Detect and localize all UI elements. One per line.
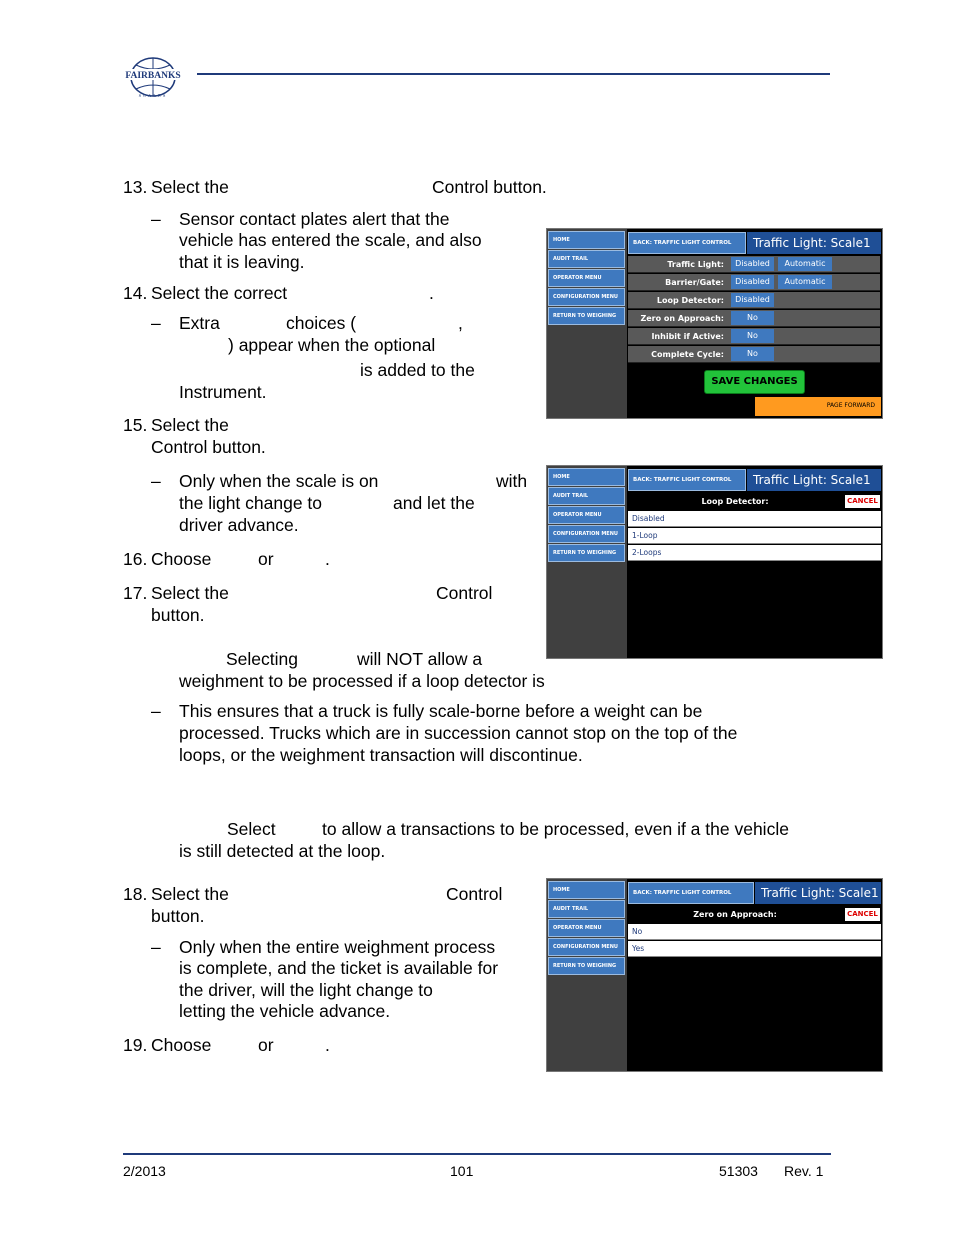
back-traffic-light-button[interactable]: BACK: TRAFFIC LIGHT CONTROL	[628, 882, 754, 904]
step-15-bullet-l2a: the light change to	[179, 493, 323, 513]
nav-configuration-menu-button[interactable]: CONFIGURATION MENU	[548, 288, 625, 306]
step-14-bullet-line3: is added to the	[360, 360, 475, 380]
step-15-bullet-l2b: and let the	[393, 493, 475, 513]
dialog-title: Zero on Approach:	[628, 906, 842, 923]
step-17-note-line2: weighment to be processed if a loop detector is	[179, 671, 545, 691]
step-14-dash: –	[151, 313, 161, 333]
step-13-text-b: Control button.	[432, 177, 547, 197]
loop-detector-value-button[interactable]: Disabled	[731, 293, 774, 307]
step-13-bullet-line3: that it is leaving.	[179, 252, 305, 272]
option-2-loops[interactable]: 2-Loops	[628, 545, 881, 561]
step-18-bullet-line2: is complete, and the ticket is available for	[179, 958, 499, 978]
step-19-number: 19.	[123, 1035, 148, 1055]
nav-audit-trail-button[interactable]: AUDIT TRAIL	[548, 487, 625, 505]
nav-return-to-weighing-button[interactable]: RETURN TO WEIGHING	[548, 307, 625, 325]
step-18-number: 18.	[123, 884, 148, 904]
step-17-bullet-line1: This ensures that a truck is fully scale-borne before a weight can be	[179, 701, 703, 721]
step-19-text-a: Choose	[151, 1035, 212, 1055]
zero-on-approach-value-button[interactable]: No	[731, 311, 774, 325]
nav-audit-trail-button[interactable]: AUDIT TRAIL	[548, 250, 625, 268]
nav-sidebar	[547, 229, 627, 418]
step-18-text-c: button.	[151, 906, 205, 926]
option-1-loop[interactable]: 1-Loop	[628, 528, 881, 544]
nav-home-button[interactable]: HOME	[548, 468, 625, 486]
logo-globe-icon	[124, 55, 182, 99]
step-18-text-a: Select the	[151, 884, 229, 904]
nav-home-button[interactable]: HOME	[548, 231, 625, 249]
setting-label: Zero on Approach:	[640, 314, 724, 323]
setting-label: Traffic Light:	[667, 260, 724, 269]
step-14-bullet-line4: Instrument.	[179, 382, 267, 402]
step-16-text-a: Choose	[151, 549, 212, 569]
complete-cycle-value-button[interactable]: No	[731, 347, 774, 361]
step-15-dash: –	[151, 471, 161, 491]
nav-operator-menu-button[interactable]: OPERATOR MENU	[548, 506, 625, 524]
nav-configuration-menu-button[interactable]: CONFIGURATION MENU	[548, 525, 625, 543]
header-rule	[197, 73, 830, 75]
back-traffic-light-button[interactable]: BACK: TRAFFIC LIGHT CONTROL	[628, 469, 746, 491]
step-19-text-c: .	[325, 1035, 330, 1055]
step-13-text-a: Select the	[151, 177, 229, 197]
step-17-bullet-line2: processed. Trucks which are in succession cannot stop on the top of the	[179, 723, 738, 743]
dialog-title: Loop Detector:	[628, 493, 842, 510]
save-changes-button[interactable]: SAVE CHANGES	[704, 370, 805, 394]
nav-sidebar	[547, 466, 627, 658]
step-17-number: 17.	[123, 583, 148, 603]
step-14-bullet-l1b: choices (	[286, 313, 357, 333]
traffic-light-mode-button[interactable]: Automatic	[778, 257, 832, 271]
screenshot-traffic-light-settings	[546, 228, 883, 419]
screen-title: Traffic Light: Scale1	[747, 469, 881, 491]
footer-rule	[123, 1153, 831, 1155]
step-18-bullet-line4: letting the vehicle advance.	[179, 1001, 391, 1021]
setting-row-barrier-gate	[628, 274, 880, 291]
step-13-number: 13.	[123, 177, 148, 197]
step-13-bullet-line1: Sensor contact plates alert that the	[179, 209, 450, 229]
setting-row-traffic-light	[628, 256, 880, 273]
nav-audit-trail-button[interactable]: AUDIT TRAIL	[548, 900, 625, 918]
step-13-bullet-line2: vehicle has entered the scale, and also	[179, 230, 482, 250]
step-15-number: 15.	[123, 415, 148, 435]
inhibit-if-active-value-button[interactable]: No	[731, 329, 774, 343]
page-forward-button[interactable]: PAGE FORWARD	[755, 397, 881, 416]
step-15-text-a: Select the	[151, 415, 229, 435]
step-18-bullet-line1: Only when the entire weighment process	[179, 937, 496, 957]
footer-doc-number: 51303	[719, 1163, 758, 1179]
step-17-dash: –	[151, 701, 161, 721]
step-17-text-a: Select the	[151, 583, 229, 603]
nav-return-to-weighing-button[interactable]: RETURN TO WEIGHING	[548, 957, 625, 975]
logo-main-text: FAIRBANKS	[125, 71, 181, 81]
traffic-light-value-button[interactable]: Disabled	[731, 257, 774, 271]
step-17-note2-l1a: Select	[227, 819, 276, 839]
step-18-text-b: Control	[446, 884, 503, 904]
step-16-text-b: or	[258, 549, 274, 569]
footer-date: 2/2013	[123, 1163, 166, 1179]
nav-operator-menu-button[interactable]: OPERATOR MENU	[548, 269, 625, 287]
setting-label: Barrier/Gate:	[665, 278, 724, 287]
barrier-gate-value-button[interactable]: Disabled	[731, 275, 774, 289]
nav-operator-menu-button[interactable]: OPERATOR MENU	[548, 919, 625, 937]
option-no[interactable]: No	[628, 924, 881, 940]
step-17-note-l1a: Selecting	[226, 649, 298, 669]
setting-row-zero-on-approach	[628, 310, 880, 327]
screen-title: Traffic Light: Scale1	[747, 232, 881, 254]
setting-label: Inhibit if Active:	[651, 332, 724, 341]
logo-sub-text: SCALES	[138, 93, 168, 98]
setting-label: Loop Detector:	[656, 296, 724, 305]
step-15-bullet-l1a: Only when the scale is on	[179, 471, 379, 491]
screen-title: Traffic Light: Scale1	[755, 882, 881, 904]
footer-page-number: 101	[450, 1163, 474, 1179]
cancel-button[interactable]: CANCEL	[845, 495, 880, 508]
nav-home-button[interactable]: HOME	[548, 881, 625, 899]
step-14-bullet-line2: ) appear when the optional	[228, 335, 436, 355]
step-15-bullet-line3: driver advance.	[179, 515, 299, 535]
screenshot-zero-on-approach	[546, 878, 883, 1072]
step-17-text-c: button.	[151, 605, 205, 625]
nav-configuration-menu-button[interactable]: CONFIGURATION MENU	[548, 938, 625, 956]
screenshot-loop-detector	[546, 465, 883, 659]
step-17-note-l1b: will NOT allow a	[357, 649, 483, 669]
setting-row-inhibit-if-active	[628, 328, 880, 345]
step-17-text-b: Control	[436, 583, 493, 603]
step-13-dash: –	[151, 209, 161, 229]
barrier-gate-mode-button[interactable]: Automatic	[778, 275, 832, 289]
fairbanks-logo	[124, 55, 182, 99]
nav-return-to-weighing-button[interactable]: RETURN TO WEIGHING	[548, 544, 625, 562]
step-15-text-b: Control button.	[151, 437, 266, 457]
back-traffic-light-button[interactable]: BACK: TRAFFIC LIGHT CONTROL	[628, 232, 746, 254]
step-19-text-b: or	[258, 1035, 274, 1055]
step-14-text-a: Select the correct	[151, 283, 288, 303]
footer-revision: Rev. 1	[784, 1163, 824, 1179]
step-14-bullet-l1a: Extra	[179, 313, 220, 333]
step-17-note2-line2: is still detected at the loop.	[179, 841, 386, 861]
cancel-button[interactable]: CANCEL	[845, 908, 880, 921]
step-17-bullet-line3: loops, or the weighment transaction will discontinue.	[179, 745, 583, 765]
step-15-bullet-l1b: with	[496, 471, 528, 491]
setting-label: Complete Cycle:	[651, 350, 724, 359]
step-17-note2-l1b: to allow a transactions to be processed, even if a the vehicle	[322, 819, 789, 839]
option-disabled[interactable]: Disabled	[628, 511, 881, 527]
step-14-number: 14.	[123, 283, 148, 303]
step-14-bullet-l1c: ,	[458, 313, 463, 333]
step-16-text-c: .	[325, 549, 330, 569]
option-yes[interactable]: Yes	[628, 941, 881, 957]
nav-sidebar	[547, 879, 627, 1071]
step-14-text-b: .	[429, 283, 434, 303]
step-18-dash: –	[151, 937, 161, 957]
step-16-number: 16.	[123, 549, 148, 569]
step-18-bullet-line3: the driver, will the light change to	[179, 980, 433, 1000]
setting-row-loop-detector	[628, 292, 880, 309]
setting-row-complete-cycle	[628, 346, 880, 363]
